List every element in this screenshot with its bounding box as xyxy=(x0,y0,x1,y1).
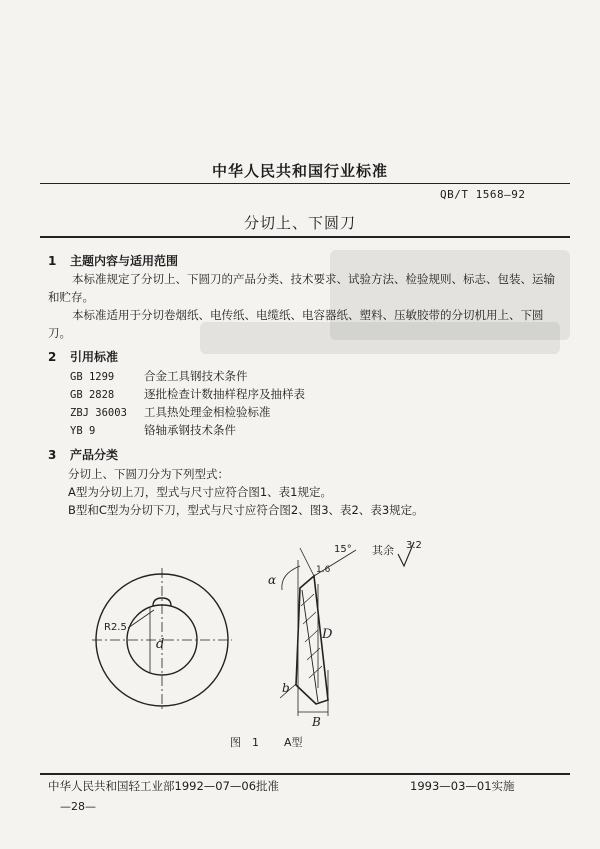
label-D: D xyxy=(322,627,333,642)
section-1-heading xyxy=(48,252,178,269)
footer-rule xyxy=(40,773,570,775)
implementation-date: 1993—03—01实施 xyxy=(410,779,515,793)
label-alpha: α xyxy=(268,573,277,587)
reference-name: 逐批检查计数抽样程序及抽样表 xyxy=(144,387,305,401)
section-number: 2 xyxy=(48,350,57,364)
section-1-paragraph: 本标准规定了分切上、下圆刀的产品分类、技术要求、试验方法、检验规则、标志、包装、运输和贮存。 xyxy=(48,272,555,304)
figure-caption-number: 图 1 xyxy=(230,736,259,749)
section-2-heading xyxy=(48,348,118,365)
title-rule xyxy=(40,236,570,238)
figure-caption-type: A型 xyxy=(284,736,303,749)
header-rule xyxy=(40,183,570,184)
reference-code: GB 2828 xyxy=(70,389,115,401)
blade-edge-line xyxy=(302,590,318,702)
standard-number: QB/T 1568—92 xyxy=(440,188,526,201)
label-1-6: 1.6 xyxy=(316,565,331,575)
section-title: 主题内容与适用范围 xyxy=(70,254,179,268)
section-title: 引用标准 xyxy=(70,350,119,364)
section-1-paragraph: 本标准适用于分切卷烟纸、电传纸、电缆纸、电容器纸、塑料、压敏胶带的分切机用上、下圆刀。 xyxy=(48,308,544,340)
angle-line xyxy=(300,548,314,576)
reference-code: GB 1299 xyxy=(70,371,115,383)
page-number: —28— xyxy=(60,800,96,813)
reference-name: 铬轴承钢技术条件 xyxy=(144,423,236,437)
section-number: 1 xyxy=(48,254,57,268)
label-B: B xyxy=(312,715,321,729)
reference-item xyxy=(70,368,248,384)
reference-item xyxy=(70,386,305,402)
section-number: 3 xyxy=(48,448,57,462)
alpha-arc xyxy=(282,566,300,590)
document-title: 分切上、下圆刀 xyxy=(243,214,356,232)
label-r: R2.5 xyxy=(104,622,127,633)
classification-line: A型为分切上刀，型式与尺寸应符合图1、表1规定。 xyxy=(68,485,332,499)
figure-1-drawing xyxy=(0,520,600,770)
roughness-value: 3.2 xyxy=(406,540,422,551)
classification-line: B型和C型为分切下刀，型式与尺寸应符合图2、图3、表2、表3规定。 xyxy=(68,503,424,517)
label-d: d xyxy=(156,637,165,652)
section-3-heading xyxy=(48,446,118,463)
approval-line: 中华人民共和国轻工业部1992—07—06批准 xyxy=(48,779,280,793)
roughness-prefix: 其余 xyxy=(372,544,394,557)
reference-item xyxy=(70,404,271,420)
reference-code: ZBJ 36003 xyxy=(70,407,127,419)
reference-code: YB 9 xyxy=(70,425,96,437)
label-angle: 15° xyxy=(334,544,352,555)
reference-name: 合金工具钢技术条件 xyxy=(144,369,248,383)
classification-line: 分切上、下圆刀分为下列型式： xyxy=(68,467,229,481)
reference-item xyxy=(70,422,236,438)
org-title: 中华人民共和国行业标准 xyxy=(211,162,388,180)
label-b: b xyxy=(282,681,290,695)
reference-name: 工具热处理金相检验标准 xyxy=(144,405,271,419)
section-title: 产品分类 xyxy=(70,448,119,462)
